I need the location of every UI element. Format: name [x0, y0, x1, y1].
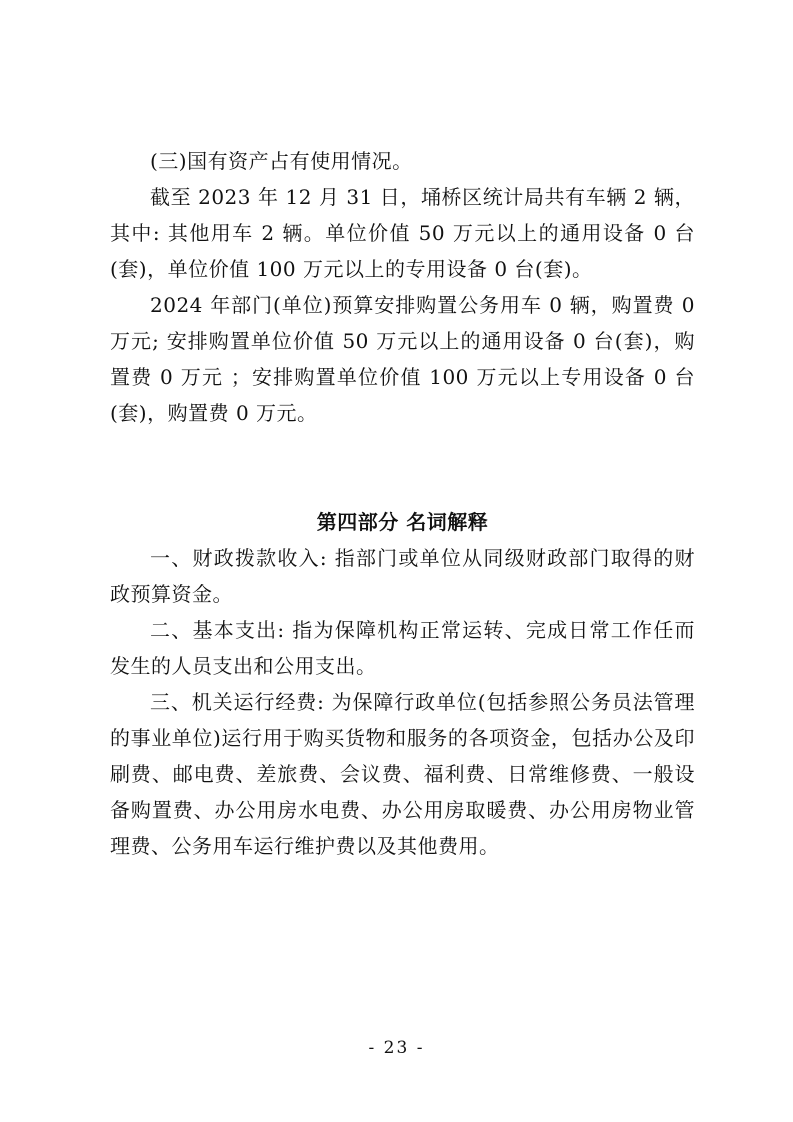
- section-spacer: [110, 431, 695, 504]
- glossary-item-basic-expenditure: 二、基本支出: 指为保障机构正常运转、完成日常工作任而发生的人员支出和公用支出。: [110, 618, 695, 678]
- paragraph-2024-budget-purchases: 2024 年部门(单位)预算安排购置公务用车 0 辆，购置费 0 万元; 安排购置单位价值 50 万元以上的通用设备 0 台(套)，购置费 0 万元 ；安排购置单位价值 100 万元以上专用设备 0 台(套)，购置费 0 万元。: [110, 293, 695, 425]
- glossary-item-fiscal-appropriation: 一、财政拨款收入: 指部门或单位从同级财政部门取得的财政预算资金。: [110, 546, 695, 606]
- glossary-item-operating-expenses: 三、机关运行经费: 为保障行政单位(包括参照公务员法管理的事业单位)运行用于购买货物和服务的各项资金，包括办公及印刷费、邮电费、差旅费、会议费、福利费、日常维修费、一般设备购置费、办公用房水电费、办公用房取暖费、办公用房物业管理费、公务用车运行维护费以及其他费用。: [110, 690, 695, 858]
- section-title-glossary: 第四部分 名词解释: [316, 510, 489, 534]
- paragraph-vehicles-equipment: 截至 2023 年 12 月 31 日，埇桥区统计局共有车辆 2 辆，其中: 其他用车 2 辆。单位价值 50 万元以上的通用设备 0 台(套)，单位价值 100 万元以上的专用设备 0 台(套)。: [110, 185, 695, 281]
- document-body: [110, 143, 695, 864]
- subsection-heading-assets: (三)国有资产占有使用情况。: [150, 149, 413, 173]
- page-number: - 23 -: [368, 1038, 425, 1058]
